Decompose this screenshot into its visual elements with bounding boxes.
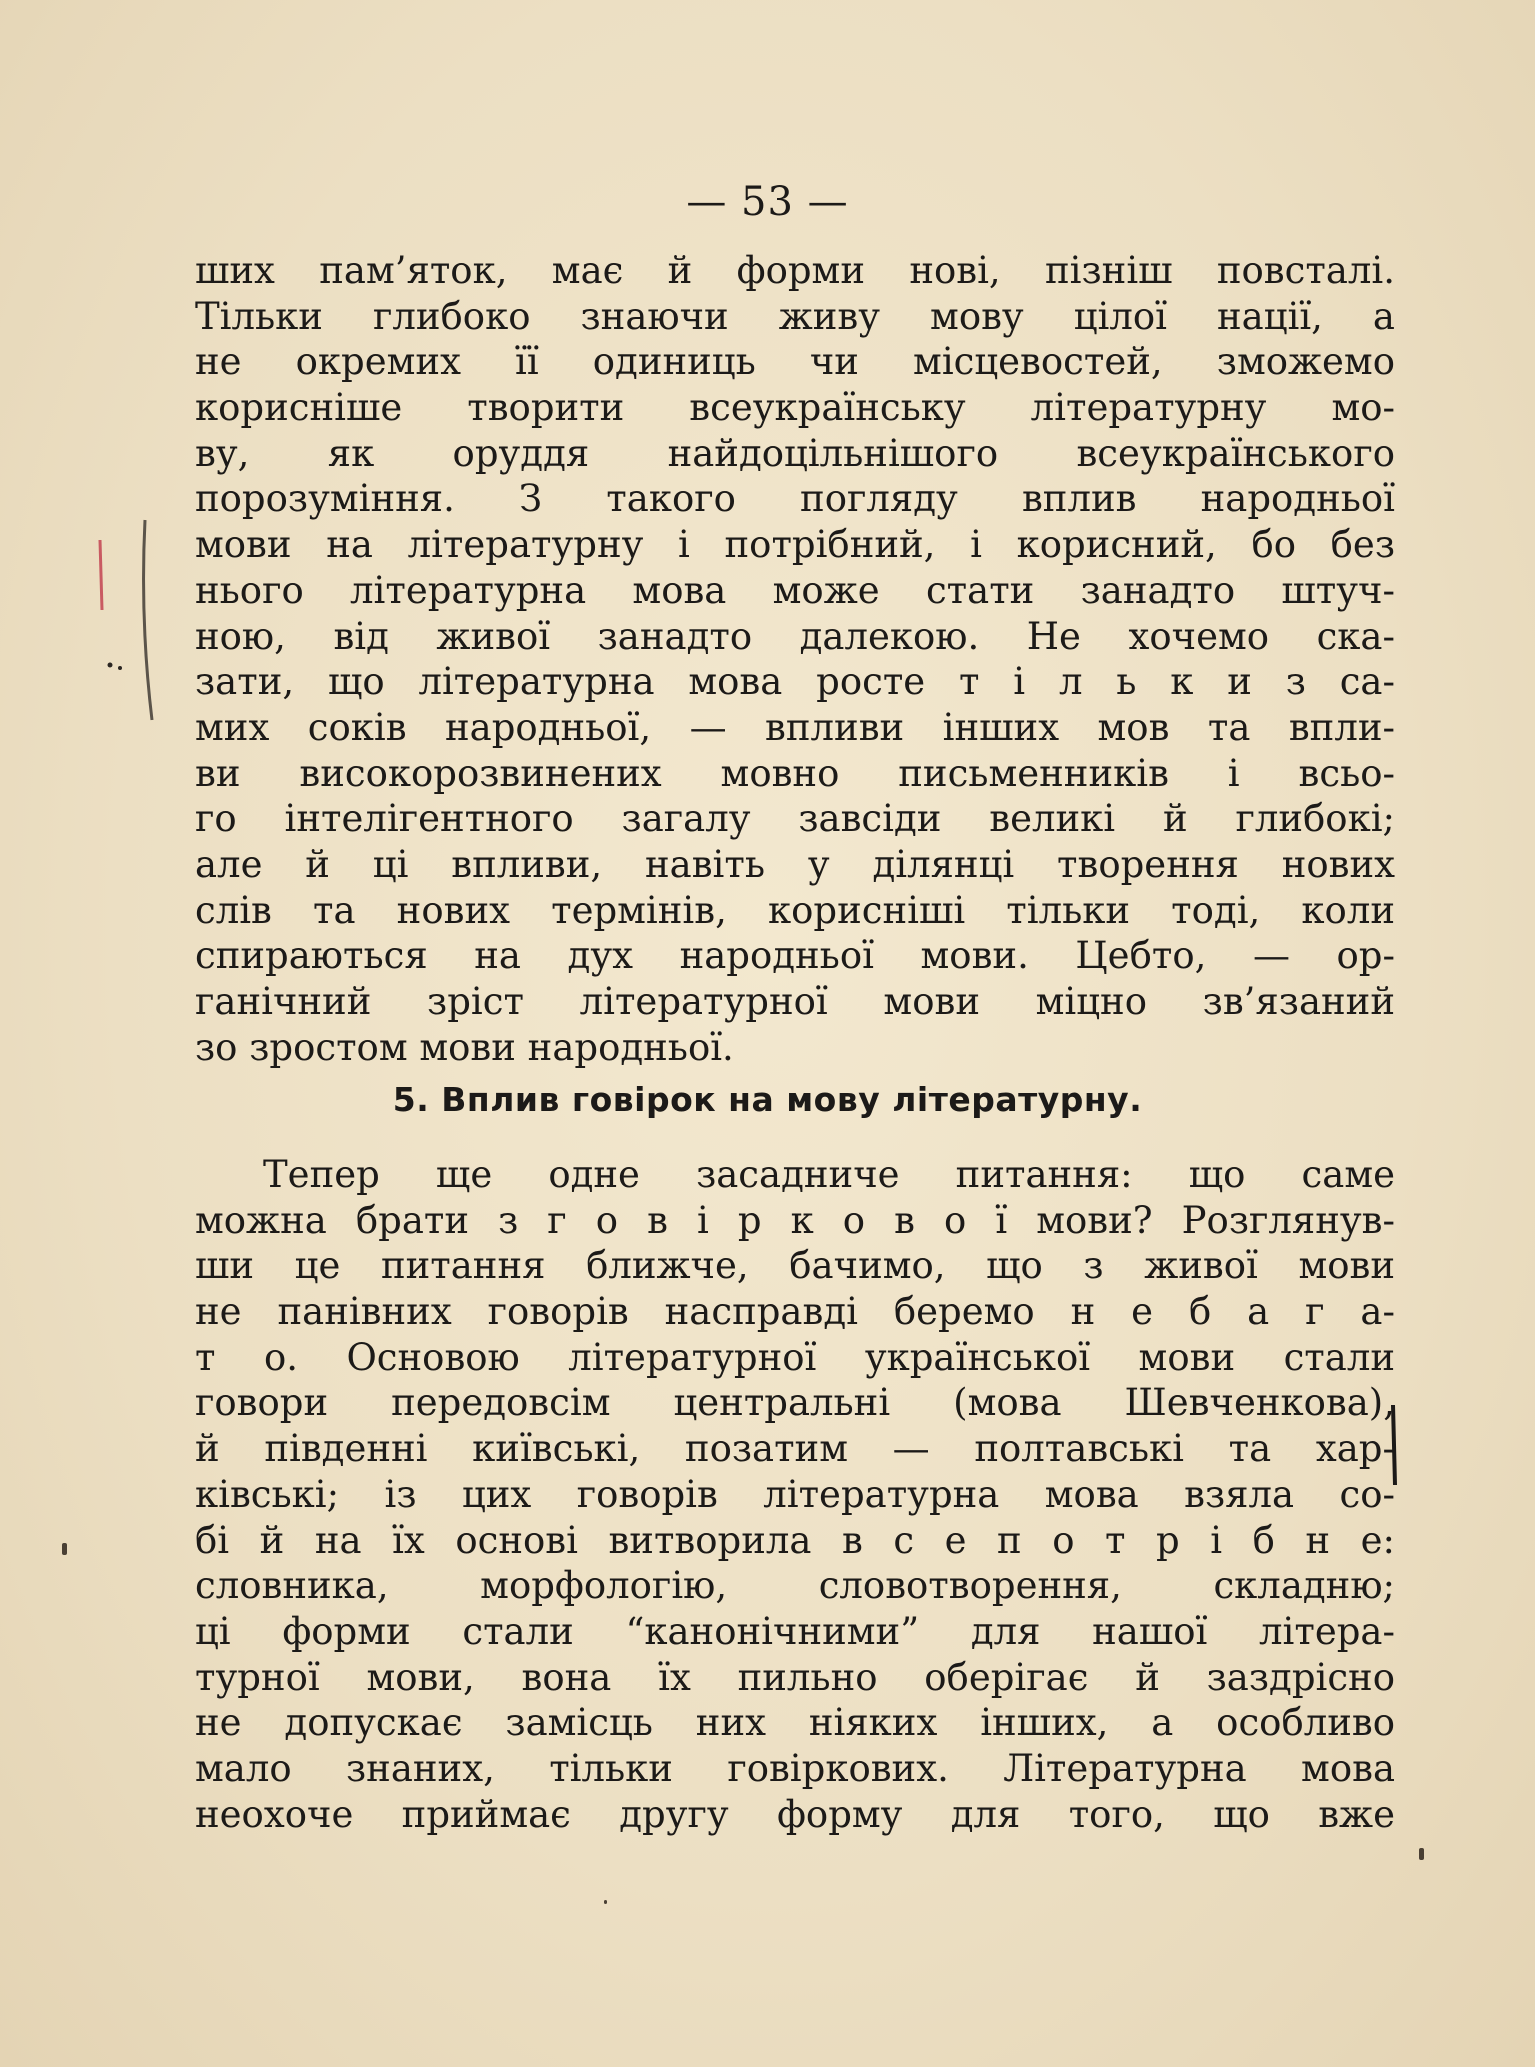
- text-line: Тільки глибоко знаючи живу мову цілої нації, а: [195, 294, 1395, 338]
- text-line: ці форми стали “канонічними” для нашої літера-: [195, 1609, 1395, 1653]
- text-line: слів та нових термінів, корисніші тільки тоді, коли: [195, 888, 1395, 932]
- text-line: го інтелігентного загалу завсіди великі й глибокі;: [195, 797, 1395, 841]
- text-line: Тепер ще одне засадниче питання: що саме: [263, 1153, 1395, 1196]
- text-line: ною, від живої занадто далекою. Не хочемо ска-: [195, 614, 1395, 658]
- text-line: зо зростом мови народньої.: [195, 1025, 734, 1069]
- text-line: ших пам’яток, має й форми нові, пізніш повсталі.: [195, 249, 1395, 292]
- text-line: й південні київські, позатим — полтавські та хар-: [195, 1427, 1395, 1471]
- page-number: — 53 —: [686, 179, 849, 225]
- text-line: не окремих її одиниць чи місцевостей, зможемо: [195, 340, 1395, 384]
- text-line: не панівних говорів насправді беремо н е б а г а-: [195, 1290, 1395, 1334]
- paragraph-2: [195, 1152, 1395, 1837]
- text-line: мови на літературну і потрібний, і корисний, бо без: [195, 523, 1395, 567]
- ink-speck: [1419, 1848, 1424, 1860]
- text-line: бі й на їх основі витворила в с е п о т р і б н е:: [195, 1518, 1395, 1562]
- text-line: неохоче приймає другу форму для того, що вже: [195, 1792, 1395, 1836]
- text-line: ківські; із цих говорів літературна мова взяла со-: [195, 1472, 1395, 1516]
- text-line: говори передовсім центральні (мова Шевченкова),: [195, 1381, 1395, 1425]
- text-line: словника, морфологію, словотворення, складню;: [195, 1564, 1395, 1608]
- text-line: але й ці впливи, навіть у ділянці творення нових: [195, 842, 1395, 886]
- pencil-bracket-mark: [90, 500, 170, 740]
- paragraph-1: [195, 248, 1395, 1070]
- margin-annotation: [90, 500, 170, 740]
- text-line: порозуміння. З такого погляду вплив народньої: [195, 477, 1395, 521]
- text-line: ганічний зріст літературної мови міцно зв’язаний: [195, 980, 1395, 1023]
- ink-speck: [62, 1543, 67, 1555]
- text-line: мих соків народньої, — впливи інших мов та впли-: [195, 705, 1395, 749]
- text-line: ши це питання ближче, бачимо, що з живої мови: [195, 1244, 1395, 1288]
- text-line: зати, що літературна мова росте т і л ь к и з са-: [195, 660, 1395, 704]
- text-line: ву, як оруддя найдоцільнішого всеукраїнського: [195, 431, 1395, 475]
- text-line: спираються на дух народньої мови. Цебто, — ор-: [195, 934, 1395, 978]
- text-line: турної мови, вона їх пильно оберігає й заздрісно: [195, 1655, 1395, 1699]
- text-line: не допускає замісць них ніяких інших, а особливо: [195, 1701, 1395, 1745]
- pen-mark: [1385, 1400, 1405, 1490]
- text-line: мало знаних, тільки говіркових. Літературна мова: [195, 1746, 1395, 1790]
- text-line: нього літературна мова може стати занадто штуч-: [195, 568, 1395, 612]
- text-line: корисніше творити всеукраїнську літературну мо-: [195, 386, 1395, 430]
- section-heading: 5. Вплив говірок на мову літературну.: [392, 1080, 1143, 1119]
- text-line: можна брати з г о в і р к о в о ї мови? Розглянув-: [195, 1198, 1395, 1242]
- text-line: ви високорозвинених мовно письменників і всьо-: [195, 751, 1395, 795]
- ink-speck: [604, 1900, 607, 1904]
- text-line: т о. Основою літературної української мови стали: [195, 1335, 1395, 1379]
